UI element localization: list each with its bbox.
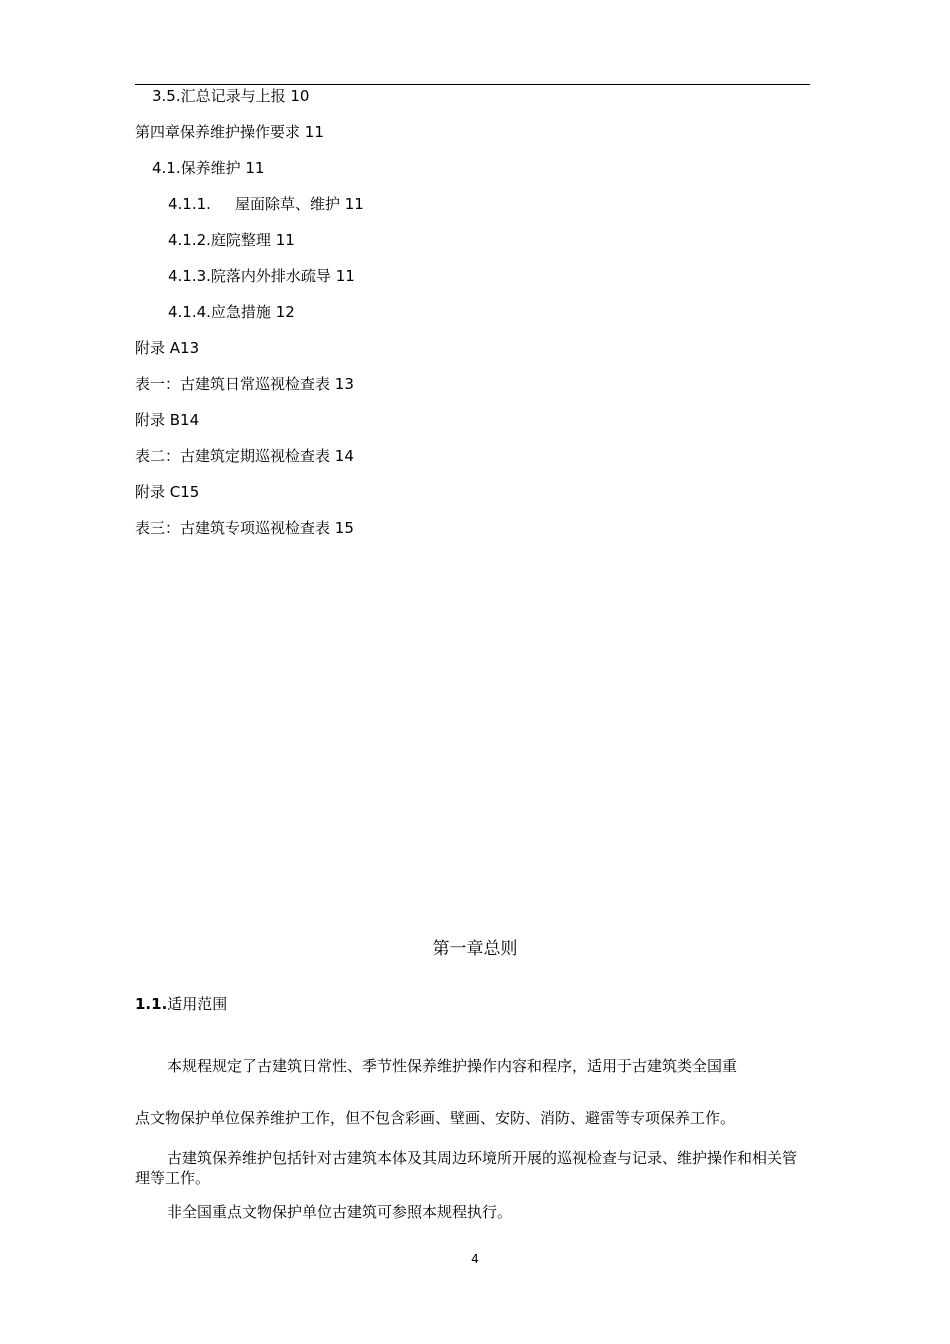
header-rule <box>135 84 810 85</box>
toc-entry-text: 屋面除草、维护 11 <box>234 195 364 213</box>
toc-entry-text: 4.1.2.庭院整理 11 <box>168 231 295 249</box>
page-number: 4 <box>471 1252 479 1266</box>
section-number: 1.1. <box>135 995 168 1013</box>
body-paragraph: 非全国重点文物保护单位古建筑可参照本规程执行。 <box>167 1203 513 1221</box>
toc-entry-text: 第四章保养维护操作要求 11 <box>135 123 324 141</box>
toc-entry-text: 附录 B14 <box>135 411 200 429</box>
toc-entry-text: 4.1.保养维护 11 <box>152 159 265 177</box>
toc-entry-text: 附录 A13 <box>135 339 200 357</box>
toc-entry-text: 3.5.汇总记录与上报 10 <box>152 87 310 105</box>
section-heading <box>135 994 227 1014</box>
toc-entry-text: 表一：古建筑日常巡视检查表 13 <box>135 375 354 393</box>
toc-entry[interactable] <box>168 266 355 286</box>
toc-entry[interactable] <box>152 86 309 106</box>
toc-entry-text: 4.1.4.应急措施 12 <box>168 303 295 321</box>
toc-entry[interactable] <box>135 410 199 430</box>
chapter-title: 第一章总则 <box>432 939 518 959</box>
toc-entry-text: 表二：古建筑定期巡视检查表 14 <box>135 447 354 465</box>
toc-entry-text: 表三：古建筑专项巡视检查表 15 <box>135 519 354 537</box>
section-title: 适用范围 <box>167 995 228 1013</box>
toc-entry[interactable] <box>168 230 295 250</box>
toc-entry[interactable] <box>135 482 199 502</box>
toc-entry-number: 4.1.1. <box>168 195 211 213</box>
toc-entry[interactable] <box>152 158 264 178</box>
body-paragraph: 古建筑保养维护包括针对古建筑本体及其周边环境所开展的巡视检查与记录、维护操作和相关管理等工作。 <box>135 1149 798 1187</box>
toc-entry[interactable] <box>135 518 354 538</box>
toc-entry[interactable] <box>135 338 199 358</box>
toc-entry[interactable] <box>135 122 324 142</box>
body-paragraph: 本规程规定了古建筑日常性、季节性保养维护操作内容和程序，适用于古建筑类全国重 <box>167 1057 738 1075</box>
toc-entry[interactable] <box>168 302 295 322</box>
body-paragraph: 点文物保护单位保养维护工作，但不包含彩画、壁画、安防、消防、避雷等专项保养工作。 <box>135 1109 736 1127</box>
toc-entry-text: 4.1.3.院落内外排水疏导 11 <box>168 267 355 285</box>
toc-entry-text: 附录 C15 <box>135 483 200 501</box>
toc-entry[interactable] <box>168 194 364 214</box>
toc-entry[interactable] <box>135 446 354 466</box>
toc-entry[interactable] <box>135 374 354 394</box>
